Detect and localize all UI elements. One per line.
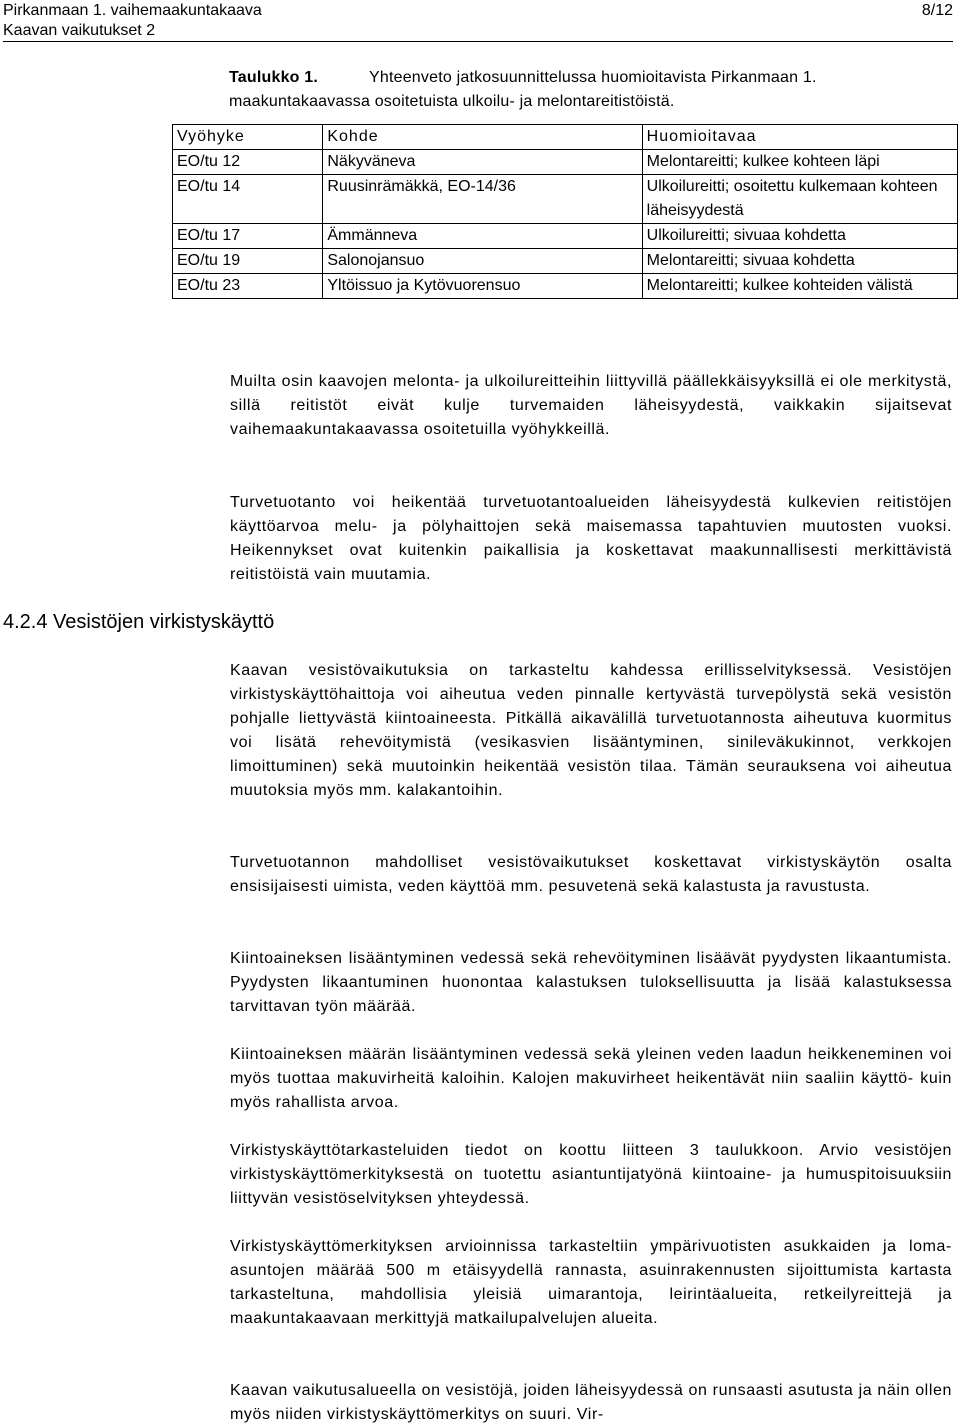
header-divider xyxy=(3,41,953,42)
table-cell: EO/tu 17 xyxy=(173,224,323,249)
table-cell: EO/tu 12 xyxy=(173,150,323,175)
body-paragraph: Virkistyskäyttötarkasteluiden tiedot on koottu liitteen 3 taulukkoon. Arvio vesistöjen virkistyskäyttömerkityksestä on tuotettu asiantuntijatyönä kiintoaine- ja humuspitoisuuksiin liittyvän vesistöselvityksen yhteydessä. xyxy=(230,1142,952,1207)
table-row xyxy=(173,224,958,249)
table-row xyxy=(173,249,958,274)
body-paragraph: Kaavan vaikutusalueella on vesistöjä, joiden läheisyydessä on runsaasti asutusta ja näin ollen myös niiden virkistyskäyttömerkitys on suuri. Vir- xyxy=(230,1382,952,1423)
table-cell: EO/tu 19 xyxy=(173,249,323,274)
column-header-zone: Vyöhyke xyxy=(173,125,323,150)
body-paragraph: Muilta osin kaavojen melonta- ja ulkoilureitteihin liittyvillä päällekkäisyyksillä ei ole merkitystä, sillä reitistöt eivät kulje turvemaiden läheisyydestä, vaikkakin sijaitsevat vaihemaakuntakaavassa osoitetuilla vyöhykkeillä. xyxy=(230,373,952,438)
table-cell: Ulkoilureitti; osoitettu kulkemaan kohteen läheisyydestä xyxy=(642,175,957,224)
page-number: 8/12 xyxy=(921,2,953,19)
body-paragraph: Virkistyskäyttömerkityksen arvioinnissa tarkasteltiin ympärivuotisten asukkaiden ja loma-asuntojen määrää 500 m etäisyydellä rannasta, asuinrakennusten sijoittumista kartasta tarkasteltuna, mahdollisia yleisiä uimarantoja, leirintäalueita, retkeilyreittejä ja maakuntakaavaan merkittyjä matkailupalvelujen alueita. xyxy=(230,1238,952,1327)
table-row xyxy=(173,175,958,224)
summary-table xyxy=(172,124,958,299)
document-subtitle: Kaavan vaikutukset 2 xyxy=(3,22,156,39)
table-caption xyxy=(229,66,949,114)
body-paragraph: Turvetuotanto voi heikentää turvetuotantoalueiden läheisyydestä kulkevien reitistöjen käyttöarvoa melu- ja pölyhaittojen sekä maisemassa tapahtuvien muutosten vuoksi. Heikennykset ovat kuitenkin paikallisia ja koskettavat maakunnallisesti merkittävistä reitistöistä vain muutamia. xyxy=(230,494,952,583)
table-cell: Yltöissuo ja Kytövuorensuo xyxy=(323,274,642,299)
table-row xyxy=(173,150,958,175)
document-title: Pirkanmaan 1. vaihemaakuntakaava xyxy=(3,2,262,19)
table-cell: Ämmänneva xyxy=(323,224,642,249)
table-cell: Melontareitti; sivuaa kohdetta xyxy=(642,249,957,274)
table-cell: Melontareitti; kulkee kohteen läpi xyxy=(642,150,957,175)
page-header xyxy=(3,0,953,42)
body-paragraph: Kaavan vesistövaikutuksia on tarkasteltu kahdessa erillisselvityksessä. Vesistöjen virkistyskäyttöhaittoja voi aiheutua veden pinnalle kertyvästä turvepölystä sekä vesistön pohjalle liettyvästä kiintoaineesta. Pitkällä aikavälillä turvetuotannosta aiheutuva kuormitus voi lisätä rehevöitymistä (vesikasvien lisääntyminen, sinileväkukinnot, verkkojen limoittuminen) sekä muutoinkin heikentää vesistön tilaa. Tämän seurauksena voi aiheutua muutoksia myös mm. kalakantoihin. xyxy=(230,662,952,799)
table-cell: Ulkoilureitti; sivuaa kohdetta xyxy=(642,224,957,249)
body-paragraph: Turvetuotannon mahdolliset vesistövaikutukset koskettavat virkistyskäytön osalta ensisijaisesti uimista, veden käyttöä mm. pesuvetenä sekä kalastusta ja ravustusta. xyxy=(230,854,952,895)
table-caption-text: Yhteenveto jatkosuunnittelussa huomioitavista Pirkanmaan 1. maakuntakaavassa osoitetuista ulkoilu- ja melontareitistöistä. xyxy=(229,69,817,110)
table-cell: Salonojansuo xyxy=(323,249,642,274)
table-header-row xyxy=(173,125,958,150)
column-header-target: Kohde xyxy=(323,125,642,150)
table-cell: Näkyväneva xyxy=(323,150,642,175)
table-cell: EO/tu 23 xyxy=(173,274,323,299)
section-heading: 4.2.4 Vesistöjen virkistyskäyttö xyxy=(3,611,275,633)
column-header-notes: Huomioitavaa xyxy=(642,125,957,150)
table-row xyxy=(173,274,958,299)
table-cell: EO/tu 14 xyxy=(173,175,323,224)
body-paragraph: Kiintoaineksen määrän lisääntyminen vedessä sekä yleinen veden laadun heikkeneminen voi myös tuottaa makuvirheitä kaloihin. Kalojen makuvirheet heikentävät niin saaliin käyttö- kuin myös rahallista arvoa. xyxy=(230,1046,952,1111)
body-paragraph: Kiintoaineksen lisääntyminen vedessä sekä rehevöityminen lisäävät pyydysten likaantumista. Pyydysten likaantuminen huonontaa kalastuksen tuloksellisuutta ja lisää kalastuksessa tarvittavan työn määrää. xyxy=(230,950,952,1015)
table-caption-label: Taulukko 1. xyxy=(229,69,319,86)
table-cell: Ruusinrämäkkä, EO-14/36 xyxy=(323,175,642,224)
table-cell: Melontareitti; kulkee kohteiden välistä xyxy=(642,274,957,299)
